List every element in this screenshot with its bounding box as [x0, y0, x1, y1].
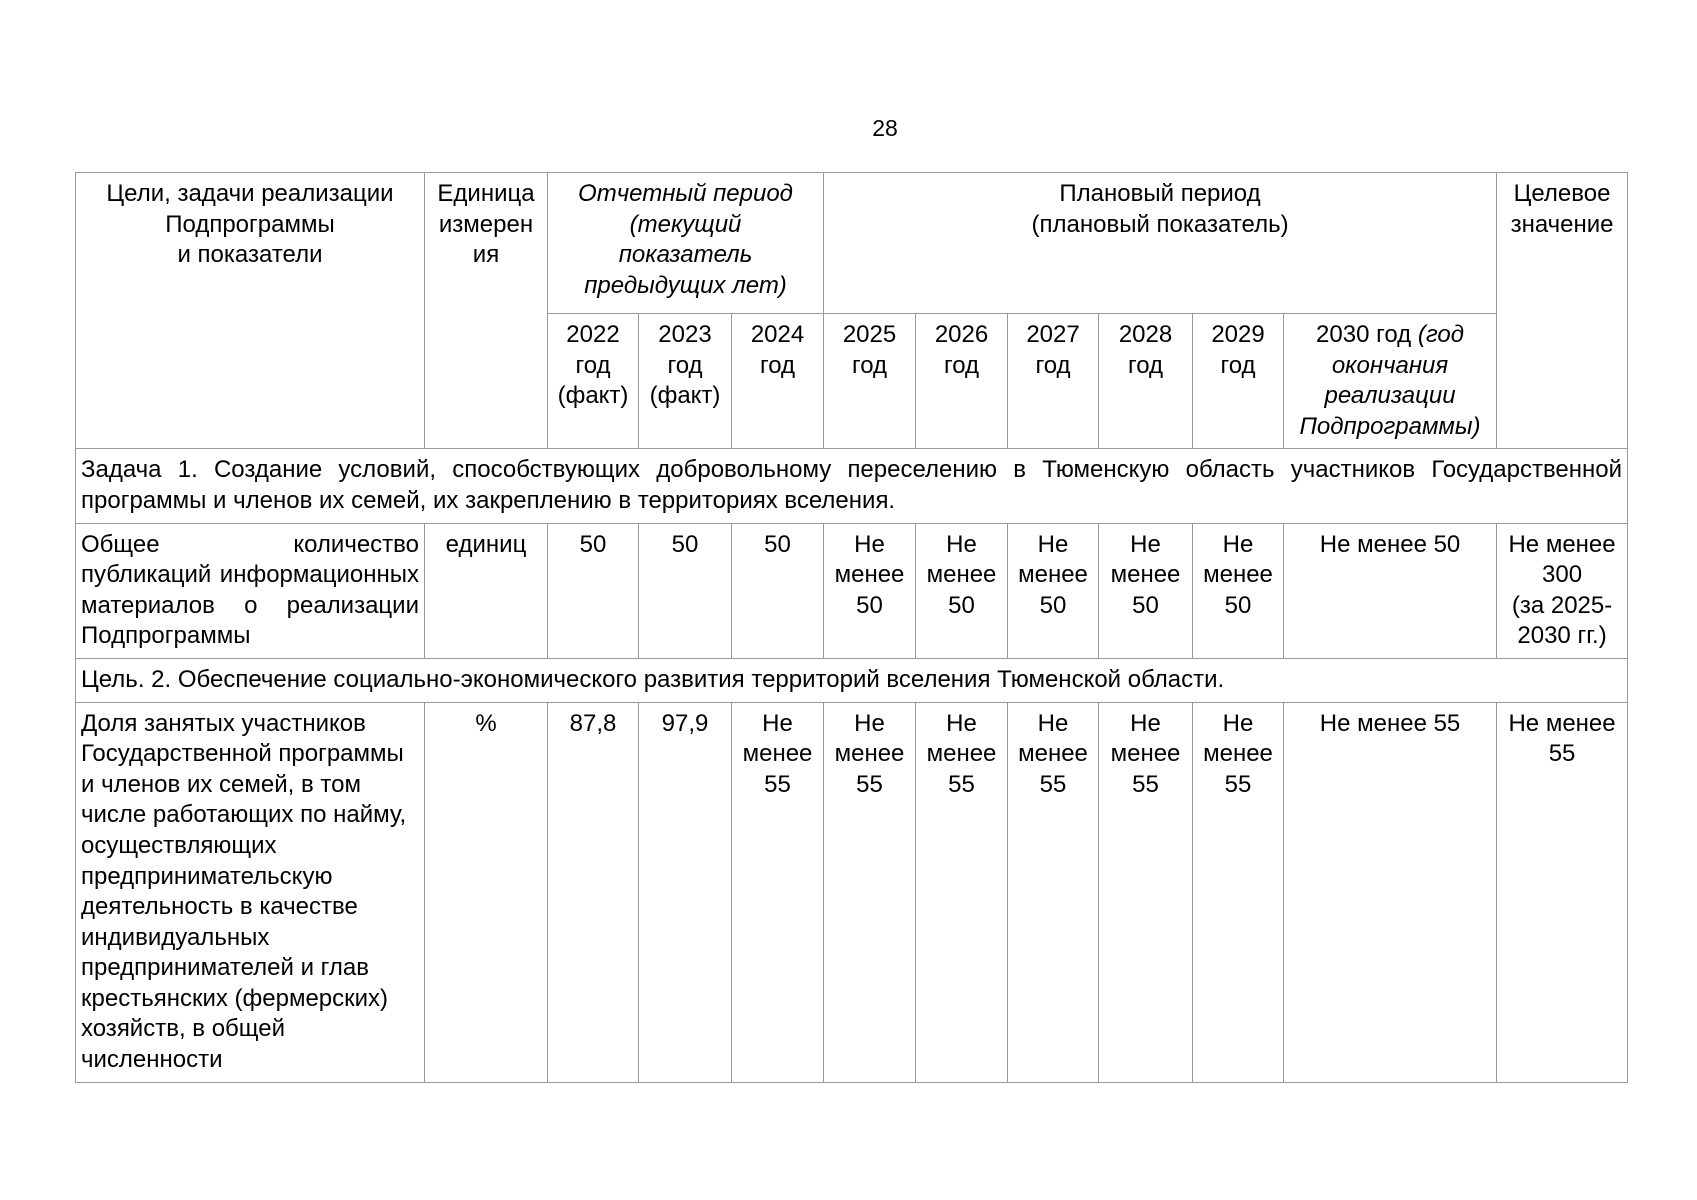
indicator-1-2025: Не менее 50: [824, 523, 916, 658]
indicator-row: [76, 523, 1628, 658]
header-year-2030: [1284, 314, 1497, 449]
indicator-1-target: Не менее 300 (за 2025- 2030 гг.): [1497, 523, 1628, 658]
page-number: 28: [872, 115, 898, 141]
indicator-2-2022: 87,8: [548, 702, 639, 1082]
goal-2-text: Цель. 2. Обеспечение социально-экономического развития территорий вселения Тюменской области.: [76, 658, 1628, 702]
indicator-1-2029: Не менее 50: [1193, 523, 1284, 658]
indicator-2-2029: Не менее 55: [1193, 702, 1284, 1082]
header-goals: Цели, задачи реализации Подпрограммы и показатели: [76, 173, 425, 449]
task-row: [76, 449, 1628, 523]
goal-row: [76, 658, 1628, 702]
indicator-1-2027: Не менее 50: [1008, 523, 1099, 658]
header-unit: Единица измерен ия: [425, 173, 548, 449]
indicator-1-2024: 50: [732, 523, 824, 658]
header-year-2030-note: (год окончания реализации Подпрограммы): [1299, 321, 1481, 440]
header-year-2029: 2029 год: [1193, 314, 1284, 449]
header-year-2023: 2023 год (факт): [639, 314, 732, 449]
indicators-table: [75, 172, 1628, 1083]
indicator-2-2026: Не менее 55: [916, 702, 1008, 1082]
indicator-2-2028: Не менее 55: [1099, 702, 1193, 1082]
indicator-1-2023: 50: [639, 523, 732, 658]
indicator-1-name: Общее количество публикаций информационных материалов о реализации Подпрограммы: [76, 523, 425, 658]
header-year-2030-main: 2030 год: [1316, 321, 1418, 348]
indicator-2-2027: Не менее 55: [1008, 702, 1099, 1082]
indicator-2-2023: 97,9: [639, 702, 732, 1082]
indicator-2-2030: Не менее 55: [1284, 702, 1497, 1082]
indicator-2-target: Не менее 55: [1497, 702, 1628, 1082]
task-1-text: Задача 1. Создание условий, способствующих добровольному переселению в Тюменскую область участников Государственной программы и членов их семей, их закреплению в территориях вселения.: [76, 449, 1628, 523]
indicator-1-2030: Не менее 50: [1284, 523, 1497, 658]
indicator-row: [76, 702, 1628, 1082]
indicator-1-2022: 50: [548, 523, 639, 658]
indicator-2-2024: Не менее 55: [732, 702, 824, 1082]
indicator-2-name: Доля занятых участников Государственной программы и членов их семей, в том числе работающих по найму, осуществляющих предпринимательскую деятельность в качестве индивидуальных предпринимателей и глав крестьянских (фермерских) хозяйств, в общей численности: [76, 702, 425, 1082]
indicator-1-2026: Не менее 50: [916, 523, 1008, 658]
header-target: Целевое значение: [1497, 173, 1628, 449]
indicator-1-2028: Не менее 50: [1099, 523, 1193, 658]
indicator-1-unit: единиц: [425, 523, 548, 658]
header-row-1: [76, 173, 1628, 314]
header-year-2024: 2024 год: [732, 314, 824, 449]
header-year-2026: 2026 год: [916, 314, 1008, 449]
header-year-2027: 2027 год: [1008, 314, 1099, 449]
indicator-2-2025: Не менее 55: [824, 702, 916, 1082]
header-year-2022: 2022 год (факт): [548, 314, 639, 449]
header-planned-period: Плановый период (плановый показатель): [824, 173, 1497, 314]
header-year-2025: 2025 год: [824, 314, 916, 449]
header-year-2028: 2028 год: [1099, 314, 1193, 449]
indicator-2-unit: %: [425, 702, 548, 1082]
header-reporting-period: Отчетный период (текущий показатель предыдущих лет): [548, 173, 824, 314]
